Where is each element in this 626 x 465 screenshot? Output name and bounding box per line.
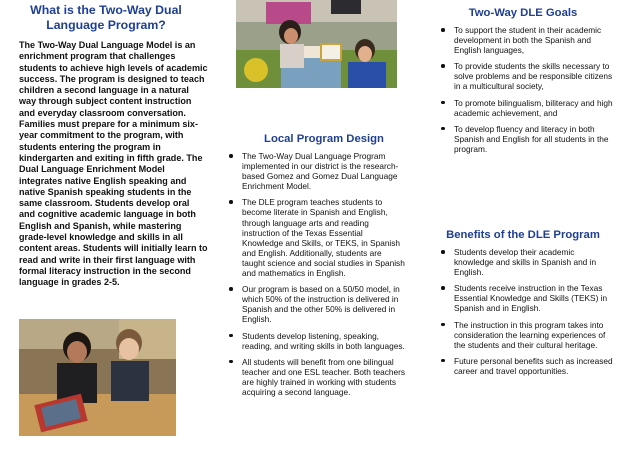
list-item: The instruction in this program takes into consideration the learning experiences of the students and their cultural heritage. bbox=[438, 320, 613, 350]
benefits-heading: Benefits of the DLE Program bbox=[446, 229, 600, 241]
goals-heading: Two-Way DLE Goals bbox=[468, 7, 578, 19]
list-item: To support the student in their academic development in both the Spanish and English languages, bbox=[438, 25, 613, 55]
benefits-list bbox=[438, 247, 613, 382]
intro-paragraph: The Two-Way Dual Language Model is an enrichment program that challenges students to achieve high levels of academic success. The program is designed to teach children a second language in a natural way through subject content instruction and everyday classroom conversation. Families must prepare for a minimum six-year commitment to the program, with students entering the program in kindergarten and exiting in fifth grade. The Dual Language Enrichment Model integrates native English speaking and native Spanish speaking students in the same classroom. Students develop oral and cognitive academic language in both English and Spanish, while mastering grade-level knowledge and skills in all content areas. Students will initially learn to read and write in their first language with formal literacy instruction in the second language in grades 2-5. bbox=[19, 40, 208, 288]
list-item: To provide students the skills necessary to solve problems and be responsible citizens in a multicultural society, bbox=[438, 61, 613, 91]
list-item: Our program is based on a 50/50 model, in which 50% of the instruction is delivered in Spanish and the other 50% is delivered in English. bbox=[226, 284, 406, 324]
list-item: The Two-Way Dual Language Program implemented in our district is the research-based Gomez and Gomez Dual Language Enrichment Model. bbox=[226, 151, 406, 191]
classroom-photo-top bbox=[236, 0, 397, 88]
intro-heading: What is the Two-Way Dual Language Program? bbox=[30, 3, 182, 32]
list-item: Future personal benefits such as increased career and travel opportunities. bbox=[438, 356, 613, 376]
classroom-photo-bottom bbox=[19, 319, 176, 436]
list-item: To promote bilingualism, biliteracy and high academic achievement, and bbox=[438, 98, 613, 118]
list-item: All students will benefit from one bilingual teacher and one ESL teacher. Both teachers are highly trained in working with students acquiring a second language. bbox=[226, 357, 406, 397]
list-item: To develop fluency and literacy in both Spanish and English for all students in the program. bbox=[438, 124, 613, 154]
list-item: Students develop listening, speaking, reading, and writing skills in both languages. bbox=[226, 331, 406, 351]
list-item: Students receive instruction in the Texas Essential Knowledge and Skills (TEKS) in Spanish and in English. bbox=[438, 283, 613, 313]
list-item: The DLE program teaches students to become literate in Spanish and English, through language arts and reading instruction of the Texas Essential Knowledge and Skills, or TEKS, in Spanish and English. Additionally, students are taught science and social studies in Spanish and mathematics in English. bbox=[226, 197, 406, 278]
local-design-heading: Local Program Design bbox=[264, 133, 384, 145]
goals-list bbox=[438, 25, 613, 160]
local-design-list bbox=[226, 151, 406, 403]
list-item: Students develop their academic knowledge and skills in Spanish and in English. bbox=[438, 247, 613, 277]
